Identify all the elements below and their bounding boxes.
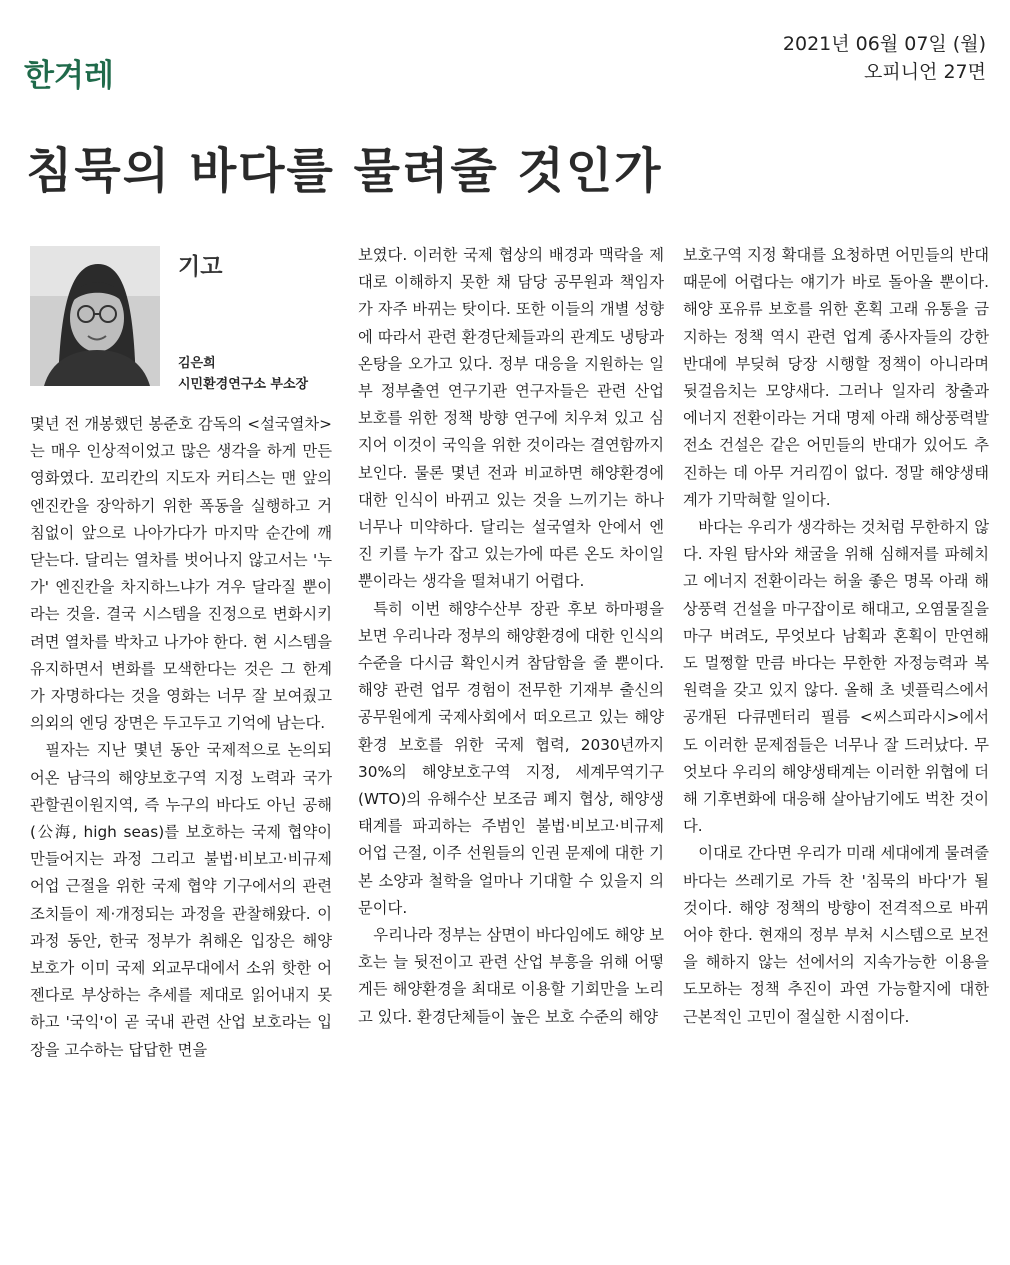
paragraph: 몇년 전 개봉했던 봉준호 감독의 <설국열차>는 매우 인상적이었고 많은 생각을 하게 만든 영화였다. 꼬리칸의 지도자 커티스는 맨 앞의 엔진칸을 장악하기 위한 폭동을 실행하고 거침없이 앞으로 나아가다가 마지막 순간에 깨닫는다. 달리는 열차를 벗어나지 않고서는 '누가' 엔진칸을 차지하느냐가 겨우 달라질 뿐이라는 것을. 결국 시스템을 진정으로 변화시키려면 열차를 박차고 나가야 한다. 현 시스템을 유지하면서 변화를 모색한다는 것은 그 한계가 자명하다는 것을 영화는 너무 잘 보여줬고 의외의 엔딩 장면은 두고두고 기억에 남는다. (30, 415, 332, 733)
paragraph: 특히 이번 해양수산부 장관 후보 하마평을 보면 우리나라 정부의 해양환경에 대한 인식의 수준을 다시금 확인시켜 참담함을 줄 뿐이다. 해양 관련 업무 경험이 전무한 기재부 출신의 공무원에게 국제사회에서 떠오르고 있는 해양환경 보호를 위한 국제 협력, 2030년까지 30%의 해양보호구역 지정, 세계무역기구(WTO)의 유해수산 보조금 폐지 협상, 해양생태계를 파괴하는 주범인 불법·비보고·비규제 어업 근절, 이주 선원들의 인권 문제에 대한 기본 소양과 철학을 얼마나 기대할 수 있을지 의문이다. (358, 599, 664, 917)
article-column-1 (30, 411, 332, 1064)
paragraph: 보호구역 지정 확대를 요청하면 어민들의 반대 때문에 어렵다는 얘기가 바로 돌아올 뿐이다. 해양 포유류 보호를 위한 혼획 고래 유통을 금지하는 정책 역시 관련 업계 종사자들의 강한 반대에 부딪혀 당장 시행할 정책이 아니라며 뒷걸음치는 모양새다. 그러나 일자리 창출과 에너지 전환이라는 거대 명제 아래 해상풍력발전소 건설은 같은 어민들의 반대가 있어도 추진하는 데 아무 거리낌이 없다. 정말 해양생태계가 기막혀할 일이다. (683, 246, 989, 509)
newspaper-masthead: 한겨레 (24, 58, 114, 94)
article-column-2 (358, 242, 664, 1031)
paragraph: 보였다. 이러한 국제 협상의 배경과 맥락을 제대로 이해하지 못한 채 담당 공무원과 책임자가 자주 바뀌는 탓이다. 또한 이들의 개별 성향에 따라서 관련 환경단체들과의 관계도 냉탕과 온탕을 오가고 있다. 정부 대응을 지원하는 일부 정부출연 연구기관 연구자들은 관련 산업 보호를 위한 정책 방향 연구에 치우쳐 있고 심지어 이것이 국익을 위한 것이라는 결연함까지 보인다. 물론 몇년 전과 비교하면 해양환경에 대한 인식이 바뀌고 있는 것을 느끼기는 하나 너무나 미약하다. 달리는 설국열차 안에서 엔진 키를 누가 잡고 있는가에 따른 온도 차이일 뿐이라는 생각을 떨쳐내기 어렵다. (358, 246, 664, 591)
author-title: 시민환경연구소 부소장 (178, 377, 309, 392)
section-page: 오피니언 27면 (864, 61, 986, 83)
author-name: 김은희 (178, 356, 216, 371)
column-rubric: 기고 (178, 254, 223, 280)
paragraph: 우리나라 정부는 삼면이 바다임에도 해양 보호는 늘 뒷전이고 관련 산업 부흥을 위해 어떻게든 해양환경을 최대로 이용할 기회만을 노리고 있다. 환경단체들이 높은 보호 수준의 해양 (358, 926, 664, 1026)
paragraph: 바다는 우리가 생각하는 것처럼 무한하지 않다. 자원 탐사와 채굴을 위해 심해저를 파헤치고 에너지 전환이라는 허울 좋은 명목 아래 해상풍력 건설을 마구잡이로 해대고, 오염물질을 마구 버려도, 무엇보다 남획과 혼획이 만연해도 멀쩡할 만큼 바다는 무한한 자정능력과 복원력을 갖고 있지 않다. 올해 초 넷플릭스에서 공개된 다큐멘터리 필름 <씨스피라시>에서도 이러한 문제점들은 너무나 잘 드러났다. 무엇보다 우리의 해양생태계는 이러한 위협에 더해 기후변화에 대응해 살아남기에도 벅찬 것이다. (683, 518, 989, 836)
author-photo (30, 246, 160, 386)
article-column-3 (683, 242, 989, 1031)
paragraph: 이대로 간다면 우리가 미래 세대에게 물려줄 바다는 쓰레기로 가득 찬 '침묵의 바다'가 될 것이다. 해양 정책의 방향이 전격적으로 바뀌어야 한다. 현재의 정부 부처 시스템으로 보전을 해하지 않는 선에서의 지속가능한 이용을 도모하는 정책 추진이 과연 가능할지에 대한 근본적인 고민이 절실한 시점이다. (683, 844, 989, 1026)
publication-date: 2021년 06월 07일 (월) (782, 33, 986, 55)
article-headline: 침묵의 바다를 물려줄 것인가 (26, 143, 663, 200)
paragraph: 필자는 지난 몇년 동안 국제적으로 논의되어온 남극의 해양보호구역 지정 노력과 국가관할권이원지역, 즉 누구의 바다도 아닌 공해(公海, high seas)를 보호하는 국제 협약이 만들어지는 과정 그리고 불법·비보고·비규제 어업 근절을 위한 국제 협약 기구에서의 관련 조치들이 제·개정되는 과정을 관찰해왔다. 이 과정 동안, 한국 정부가 취해온 입장은 해양 보호가 이미 국제 외교무대에서 소위 핫한 어젠다로 부상하는 추세를 제대로 읽어내지 못하고 '국익'이 곧 국내 관련 산업 보호라는 입장을 고수하는 답답한 면을 (30, 741, 332, 1059)
dateline (783, 30, 986, 86)
